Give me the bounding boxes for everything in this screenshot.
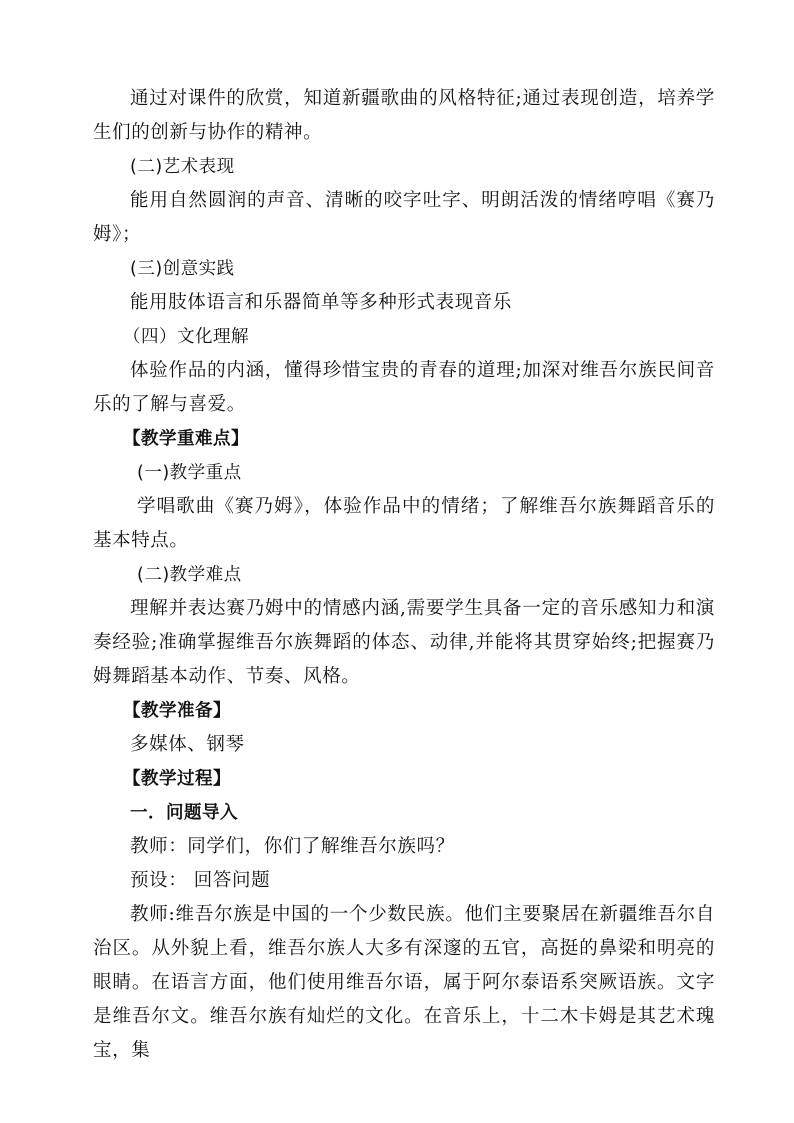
heading-question-intro: 一．问题导入 (130, 803, 238, 823)
heading-art-expression: (二)艺术表现 (130, 157, 235, 177)
document-page (93, 82, 715, 1068)
paragraph-preset-answer: 预设： 回答问题 (130, 870, 271, 891)
heading-teaching-focus: (一)教学重点 (137, 463, 242, 483)
paragraph-teacher-explanation: 教师:维吾尔族是中国的一个少数民族。他们主要聚居在新疆维吾尔自治区。从外貌上看，维吾尔族人大多有深邃的五官，高挺的鼻梁和明亮的眼睛。在语言方面，他们使用维吾尔语，属于阿尔泰语系突厥语族。文字是维吾尔文。维吾尔族有灿烂的文化。在音乐上，十二木卡姆是其艺术瑰宝，集 (93, 904, 715, 1061)
paragraph-teaching-difficulty: 理解并表达赛乃姆中的情感内涵,需要学生具备一定的音乐感知力和演奏经验;准确掌握维吾尔族舞蹈的体态、动律,并能将其贯穿始终;把握赛乃姆舞蹈基本动作、节奏、风格。 (93, 598, 715, 687)
paragraph-teaching-focus: 学唱歌曲《赛乃姆》，体验作品中的情绪；了解维吾尔族舞蹈音乐的基本特点。 (93, 496, 715, 551)
heading-cultural-understanding: （四）文化理解 (123, 327, 249, 347)
paragraph-cultural-understanding: 体验作品的内涵，懂得珍惜宝贵的青春的道理;加深对维吾尔族民间音乐的了解与喜爱。 (93, 360, 715, 415)
paragraph-objective: 通过对课件的欣赏，知道新疆歌曲的风格特征;通过表现创造，培养学生们的创新与协作的精神。 (93, 88, 715, 143)
heading-teaching-process: 【教学过程】 (123, 769, 231, 789)
heading-key-difficult-points: 【教学重难点】 (123, 429, 249, 449)
paragraph-teacher-question: 教师：同学们，你们了解维吾尔族吗？ (130, 836, 455, 857)
paragraph-art-expression: 能用自然圆润的声音、清晰的咬字吐字、明朗活泼的情绪哼唱《赛乃姆》； (93, 190, 715, 245)
heading-teaching-difficulty: (二)教学难点 (137, 565, 242, 585)
heading-teaching-preparation: 【教学准备】 (123, 701, 231, 721)
heading-creative-practice: (三)创意实践 (130, 259, 235, 279)
paragraph-teaching-preparation: 多媒体、钢琴 (130, 734, 245, 755)
paragraph-creative-practice: 能用肢体语言和乐器简单等多种形式表现音乐 (130, 292, 513, 313)
